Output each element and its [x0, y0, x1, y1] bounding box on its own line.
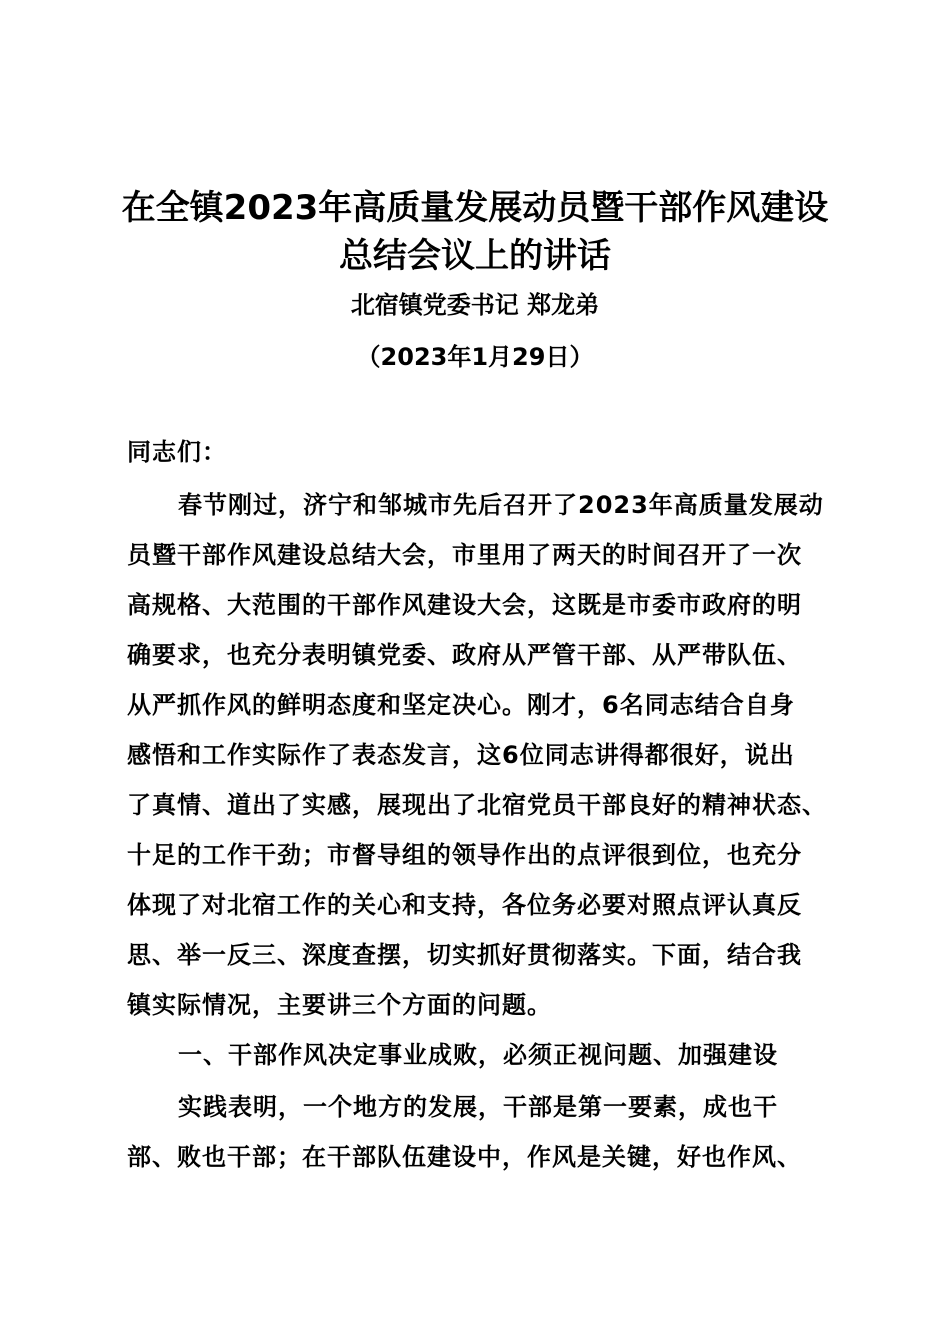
body-line: 实践表明，一个地方的发展，干部是第一要素，成也干 — [178, 1093, 778, 1121]
title-line-1: 在全镇2023年高质量发展动员暨干部作风建设 — [121, 188, 829, 228]
body-line: 十足的工作干劲；市督导组的领导作出的点评很到位，也充分 — [127, 841, 802, 869]
section-heading: 一、干部作风决定事业成败，必须正视问题、加强建设 — [178, 1041, 778, 1069]
body-line: 感悟和工作实际作了表态发言，这6位同志讲得都很好，说出 — [127, 741, 795, 769]
body-line: 体现了对北宿工作的关心和支持，各位务必要对照点评认真反 — [127, 891, 802, 919]
body-line: 思、举一反三、深度查摆，切实抓好贯彻落实。下面，结合我 — [127, 941, 802, 969]
body-line: 高规格、大范围的干部作风建设大会，这既是市委市政府的明 — [127, 591, 802, 619]
author-line: 北宿镇党委书记 郑龙弟 — [350, 291, 600, 319]
body-line: 春节刚过，济宁和邹城市先后召开了2023年高质量发展动 — [178, 491, 824, 519]
body-line: 确要求，也充分表明镇党委、政府从严管干部、从严带队伍、 — [127, 641, 802, 669]
title-line-2: 总结会议上的讲话 — [339, 236, 611, 276]
body-line: 从严抓作风的鲜明态度和坚定决心。刚才，6名同志结合自身 — [127, 691, 795, 719]
body-line: 镇实际情况，主要讲三个方面的问题。 — [127, 991, 552, 1019]
body-line: 部、败也干部；在干部队伍建设中，作风是关键，好也作风、 — [127, 1143, 802, 1171]
body-line: 员暨干部作风建设总结大会，市里用了两天的时间召开了一次 — [127, 541, 802, 569]
salutation: 同志们： — [127, 438, 227, 466]
body-line: 了真情、道出了实感，展现出了北宿党员干部良好的精神状态、 — [127, 791, 827, 819]
date-line: （2023年1月29日） — [356, 343, 594, 371]
